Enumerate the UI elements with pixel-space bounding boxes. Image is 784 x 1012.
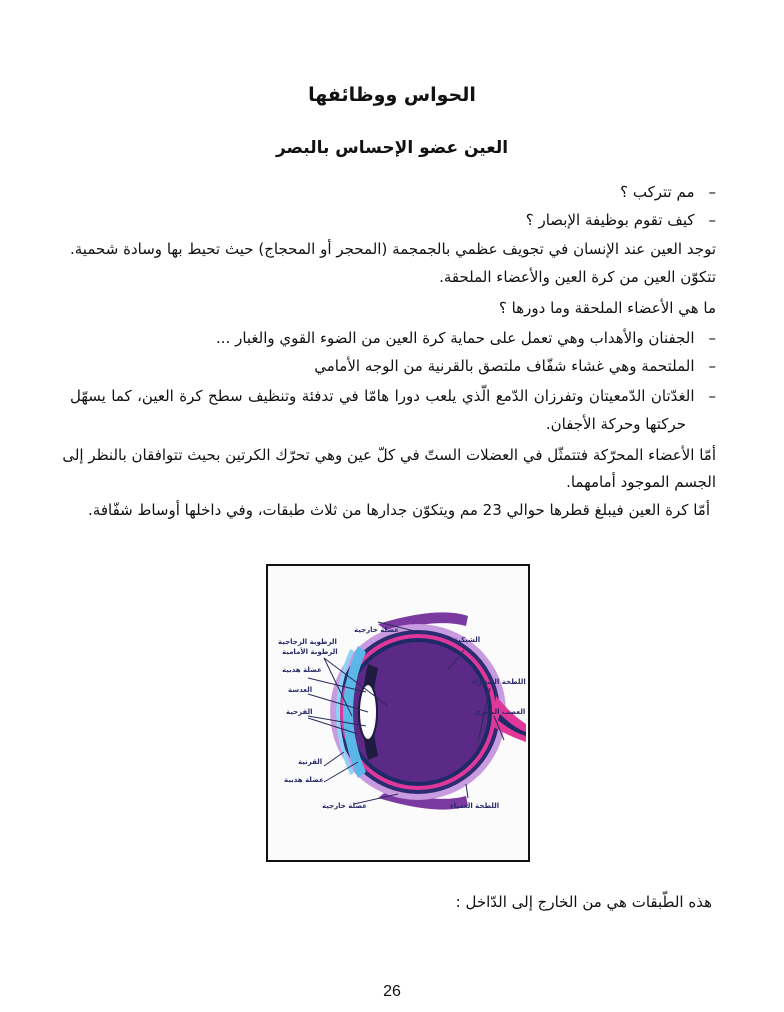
bullet-item-3-continuation: حركتها وحركة الأجفان. bbox=[545, 415, 686, 433]
paragraph-3-line-1: أمّا الأعضاء المحرّكة فتتمثّل في العضلات الستّ في كلّ عين وهي تحرّك الكرتين بحيث تتوافقان بالنظر إلى bbox=[62, 446, 716, 464]
question-2: –كيف تقوم بوظيفة الإبصار ؟ bbox=[525, 211, 716, 229]
question-1: –مم تتركب ؟ bbox=[620, 183, 716, 201]
label-ciliary-muscle-bottom: عضلة هدبية bbox=[284, 776, 324, 784]
dash-bullet: – bbox=[708, 211, 716, 229]
paragraph-3-line-2: الجسم الموجود أمامهما. bbox=[566, 473, 716, 491]
label-ciliary-muscle-top: عضلة هدبية bbox=[282, 666, 322, 674]
label-vitreous: الرطوبة الزجاجية bbox=[278, 638, 337, 646]
paragraph-4: أمّا كرة العين فيبلغ قطرها حوالي 23 مم ويتكوّن جدارها من ثلاث طبقات، وفي داخلها أوساط شفّافة. bbox=[88, 501, 710, 519]
label-iris: القزحية bbox=[286, 708, 313, 716]
dash-bullet: – bbox=[708, 183, 716, 201]
label-anterior-chamber: الرطوبة الأمامية bbox=[282, 648, 338, 656]
label-external-muscle-top: عضلة خارجية bbox=[354, 626, 400, 634]
label-blind-spot: اللطخة العمياء bbox=[450, 802, 500, 810]
page-number: 26 bbox=[383, 983, 401, 1000]
page-title: الحواس ووظائفها bbox=[308, 84, 476, 106]
closing-line: هذه الطّبقات هي من الخارج إلى الدّاخل : bbox=[455, 893, 712, 911]
section-subtitle: العين عضو الإحساس بالبصر bbox=[275, 138, 509, 158]
paragraph-1: توجد العين عند الإنسان في تجويف عظمي بالجمجمة (المحجر أو المحجاج) حيث تحيط بها وسادة شحمية. bbox=[70, 240, 716, 258]
label-yellow-spot: اللطخة الصفراء bbox=[472, 678, 526, 686]
question-3: ما هي الأعضاء الملحقة وما دورها ؟ bbox=[498, 299, 716, 317]
paragraph-2: تتكوّن العين من كرة العين والأعضاء الملحقة. bbox=[439, 268, 716, 286]
bullet-item-2: –الملتحمة وهي غشاء شفّاف ملتصق بالقرنية من الوجه الأمامي bbox=[314, 357, 716, 375]
dash-bullet: – bbox=[708, 329, 716, 347]
label-external-muscle-bottom: عضلة خارجية bbox=[322, 802, 368, 810]
bullet-item-1: –الجفنان والأهداب وهي تعمل على حماية كرة العين من الضوء القوي والغبار ... bbox=[216, 329, 716, 347]
bullet-item-3: –الغدّتان الدّمعيتان وتفرزان الدّمع الّذي يلعب دورا هامّا في تدفئة وتنظيف سطح كرة العين، كما يسهّل bbox=[70, 387, 716, 405]
eye-diagram-figure bbox=[266, 564, 530, 862]
dash-bullet: – bbox=[708, 387, 716, 405]
label-lens: العدسة bbox=[288, 686, 313, 694]
label-retina: الشبكية bbox=[454, 636, 481, 644]
dash-bullet: – bbox=[708, 357, 716, 375]
label-optic-nerve: العصب البصري bbox=[474, 708, 526, 716]
label-cornea: القرنية bbox=[298, 758, 323, 766]
